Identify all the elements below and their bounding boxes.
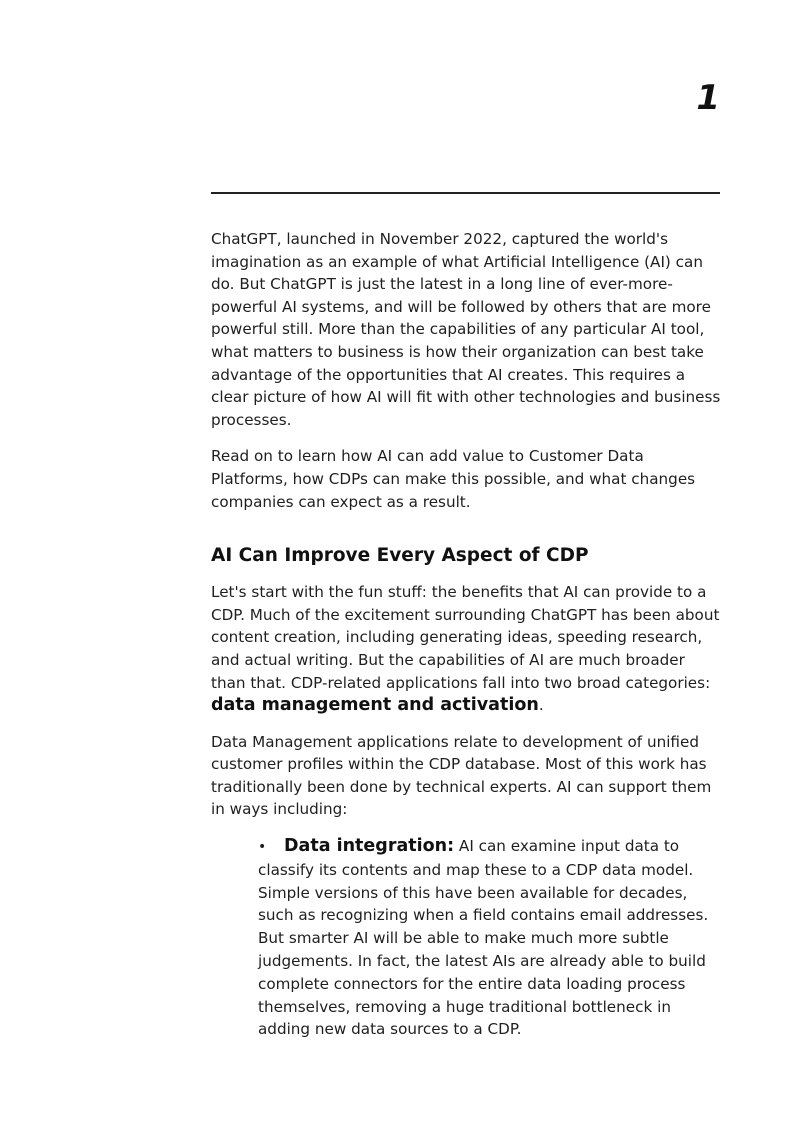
page-content: [211, 228, 723, 1041]
section-paragraph-1: [211, 581, 723, 717]
bullet-marker: •: [258, 839, 267, 856]
section-paragraph-1-text: Let's start with the fun stuff: the benefits that AI can provide to a CDP. Much of the excitement surrounding ChatGPT has been about content creation, including generating ideas, speeding research, and actual writing. But the capabilities of AI are much broader than that. CDP-related applications fall into two broad categories:: [211, 583, 720, 692]
section-paragraph-1-bold: data management and activation: [211, 695, 539, 716]
bullet-term: Data integration:: [284, 836, 455, 857]
section-paragraph-2: Data Management applications relate to development of unified customer profiles within the CDP database. Most of this work has traditionally been done by technical experts. AI can support them in ways including:: [211, 732, 712, 819]
chapter-divider: [211, 192, 720, 194]
list-item: [258, 835, 723, 1041]
chapter-number: 1: [696, 78, 720, 118]
section-paragraph-1-end: .: [538, 696, 544, 715]
bullet-list: [211, 835, 723, 1041]
intro-paragraph-2: Read on to learn how AI can add value to Customer Data Platforms, how CDPs can make this possible, and what changes companies can expect as a result.: [211, 447, 696, 511]
intro-paragraph-1: ChatGPT, launched in November 2022, captured the world's imagination as an example of what Artificial Intelligence (AI) can do. But ChatGPT is just the latest in a long line of ever-more-powerful AI systems, and will be followed by others that are more powerful still. More than the capabilities of any particular AI tool, what matters to business is how their organization can best take advantage of the opportunities that AI creates. This requires a clear picture of how AI will fit with other technologies and business processes.: [211, 230, 721, 429]
bullet-text: AI can examine input data to classify its contents and map these to a CDP data model. Simple versions of this have been available for decades, such as recognizing when a field contains email addresses. But smarter AI will be able to make much more subtle judgements. In fact, the latest AIs are already able to build complete connectors for the entire data loading process themselves, removing a huge traditional bottleneck in adding new data sources to a CDP.: [258, 837, 709, 1039]
section-heading: AI Can Improve Every Aspect of CDP: [211, 545, 589, 567]
